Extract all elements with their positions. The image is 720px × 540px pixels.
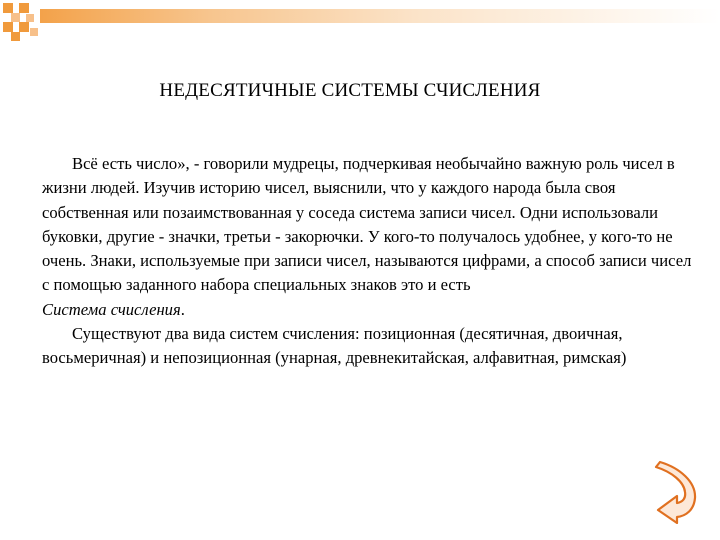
decor-square <box>19 22 29 32</box>
decor-square <box>3 3 13 13</box>
header-decoration <box>0 0 720 48</box>
header-gradient-bar <box>40 9 720 23</box>
return-arrow-icon <box>650 458 708 524</box>
decor-square <box>30 28 38 36</box>
decor-square <box>11 13 20 22</box>
paragraph-intro-text: Всё есть число», - говорили мудрецы, подчеркивая необычайно важную роль чисел в жизни людей. Изучив историю чисел, выяснили, что у каждого народа была своя собственная или позаимствованная у соседа система записи чисел. Одни использовали буковки, другие - значки, третьи - закорючки. У кого-то получалось удобнее, у кого-то не очень. Знаки, используемые при записи чисел, называются цифрами, а способ записи чисел с помощью заданного набора специальных знаков это и есть <box>42 154 692 295</box>
paragraph-intro-period: . <box>180 299 185 319</box>
paragraph-intro <box>42 152 692 322</box>
return-arrow-button[interactable] <box>650 458 708 524</box>
slide-title: НЕДЕСЯТИЧНЫЕ СИСТЕМЫ СЧИСЛЕНИЯ <box>159 80 541 101</box>
paragraph-types: Существуют два вида систем счисления: позиционная (десятичная, двоичная, восьмеричная) и непозиционная (унарная, древнекитайская, алфавитная, римская) <box>42 324 627 368</box>
decor-square <box>11 32 20 41</box>
decor-square <box>19 3 29 13</box>
slide-body <box>42 152 692 371</box>
decor-square <box>26 14 34 22</box>
decor-square <box>3 22 13 32</box>
term-number-system: Система счисления <box>42 299 181 319</box>
